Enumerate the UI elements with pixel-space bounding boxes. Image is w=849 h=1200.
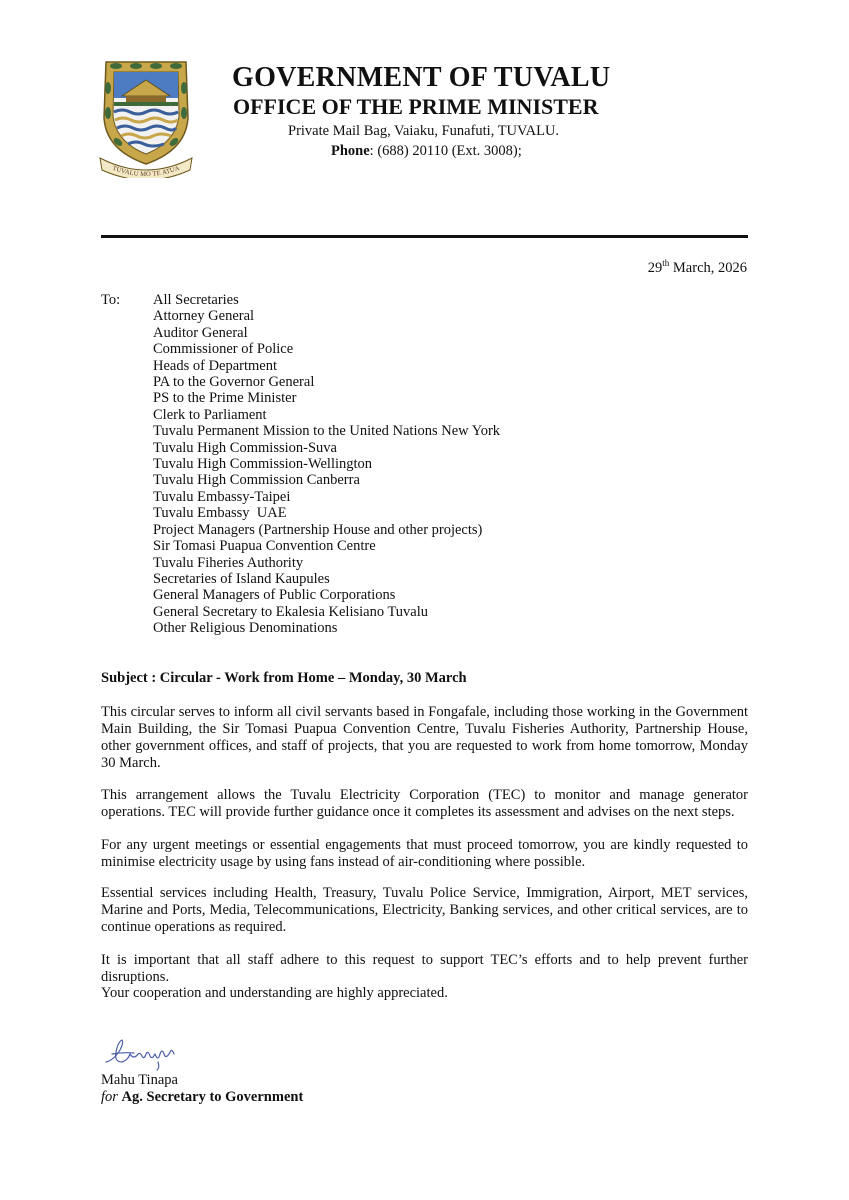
recipient-item: Tuvalu High Commission Canberra [153,472,360,489]
recipients-label: To: [101,292,121,308]
subject-line: Subject : Circular - Work from Home – Monday, 30 March [101,670,467,686]
tuvalu-coat-of-arms-icon [96,58,196,178]
recipient-item: All Secretaries [153,292,239,308]
recipient-item: Clerk to Parliament [153,406,267,423]
recipient-item: Tuvalu High Commission-Wellington [153,456,373,473]
recipient-item: Sir Tomasi Puapua Convention Centre [153,538,376,555]
phone-line [331,143,522,160]
header-divider [101,235,748,238]
recipient-item: Tuvalu Fiheries Authority [153,554,304,571]
body-paragraph: This arrangement allows the Tuvalu Electricity Corporation (TEC) to monitor and manage generator operations. TEC will provide further guidance once it completes its assessment and advises on the next steps. [101,787,748,820]
date-day: 29 [647,260,663,276]
recipient-item: Tuvalu High Commission-Suva [153,439,337,456]
phone-number: : (688) 20110 (Ext. 3008); [369,143,522,159]
phone-label: Phone [331,143,370,159]
recipient-item: Secretaries of Island Kaupules [153,570,330,587]
recipients-list [153,292,500,637]
government-title: GOVERNMENT OF TUVALU [232,62,611,93]
recipient-item: General Managers of Public Corporations [153,587,396,604]
recipient-item: Tuvalu Permanent Mission to the United Nations New York [153,423,501,440]
recipient-item: PS to the Prime Minister [153,390,297,407]
recipient-item: Heads of Department [153,357,278,374]
handwritten-signature-icon [100,1032,182,1072]
recipient-item: Tuvalu Embassy-Taipei [153,488,291,505]
recipient-item: Tuvalu Embassy UAE [153,505,287,522]
body-paragraph: Essential services including Health, Treasury, Tuvalu Police Service, Immigration, Airport, MET services, Marine and Ports, Media, Telecommunications, Electricity, Banking services, and other critical services, are to continue operations as required. [101,885,748,935]
body-paragraph: It is important that all staff adhere to this request to support TEC’s efforts and to help prevent further disruptions. [101,952,748,985]
postal-address: Private Mail Bag, Vaiaku, Funafuti, TUVALU. [288,123,560,139]
date-month-year: March, 2026 [669,260,747,276]
body-paragraph: This circular serves to inform all civil servants based in Fongafale, including those working in the Government Main Building, the Sir Tomasi Puapua Convention Centre, Tuvalu Fisheries Authority, Partnership House, other government offices, and staff of projects, that you are requested to work from home tomorrow, Monday 30 March. [101,704,748,771]
body-paragraph: Your cooperation and understanding are highly appreciated. [101,985,448,1001]
letter-date [648,260,747,277]
for-label: for [101,1089,118,1105]
recipient-item: Other Religious Denominations [153,620,338,637]
signatory-role [101,1089,303,1106]
recipient-item: Auditor General [153,324,248,341]
recipient-item: Attorney General [153,308,255,325]
body-paragraph: For any urgent meetings or essential engagements that must proceed tomorrow, you are kindly requested to minimise electricity usage by using fans instead of air-conditioning where possible. [101,837,748,870]
recipient-item: PA to the Governor General [153,374,315,391]
signatory-title: Ag. Secretary to Government [121,1089,304,1105]
recipient-item: Project Managers (Partnership House and other projects) [153,521,483,538]
recipient-item: General Secretary to Ekalesia Kelisiano Tuvalu [153,603,429,620]
recipient-item: Commissioner of Police [153,341,294,358]
signatory-name: Mahu Tinapa [101,1072,178,1088]
office-title: OFFICE OF THE PRIME MINISTER [233,94,599,119]
crest-motto: TUVALU MO TE ATUA [111,164,181,178]
date-suffix: th [662,258,670,268]
